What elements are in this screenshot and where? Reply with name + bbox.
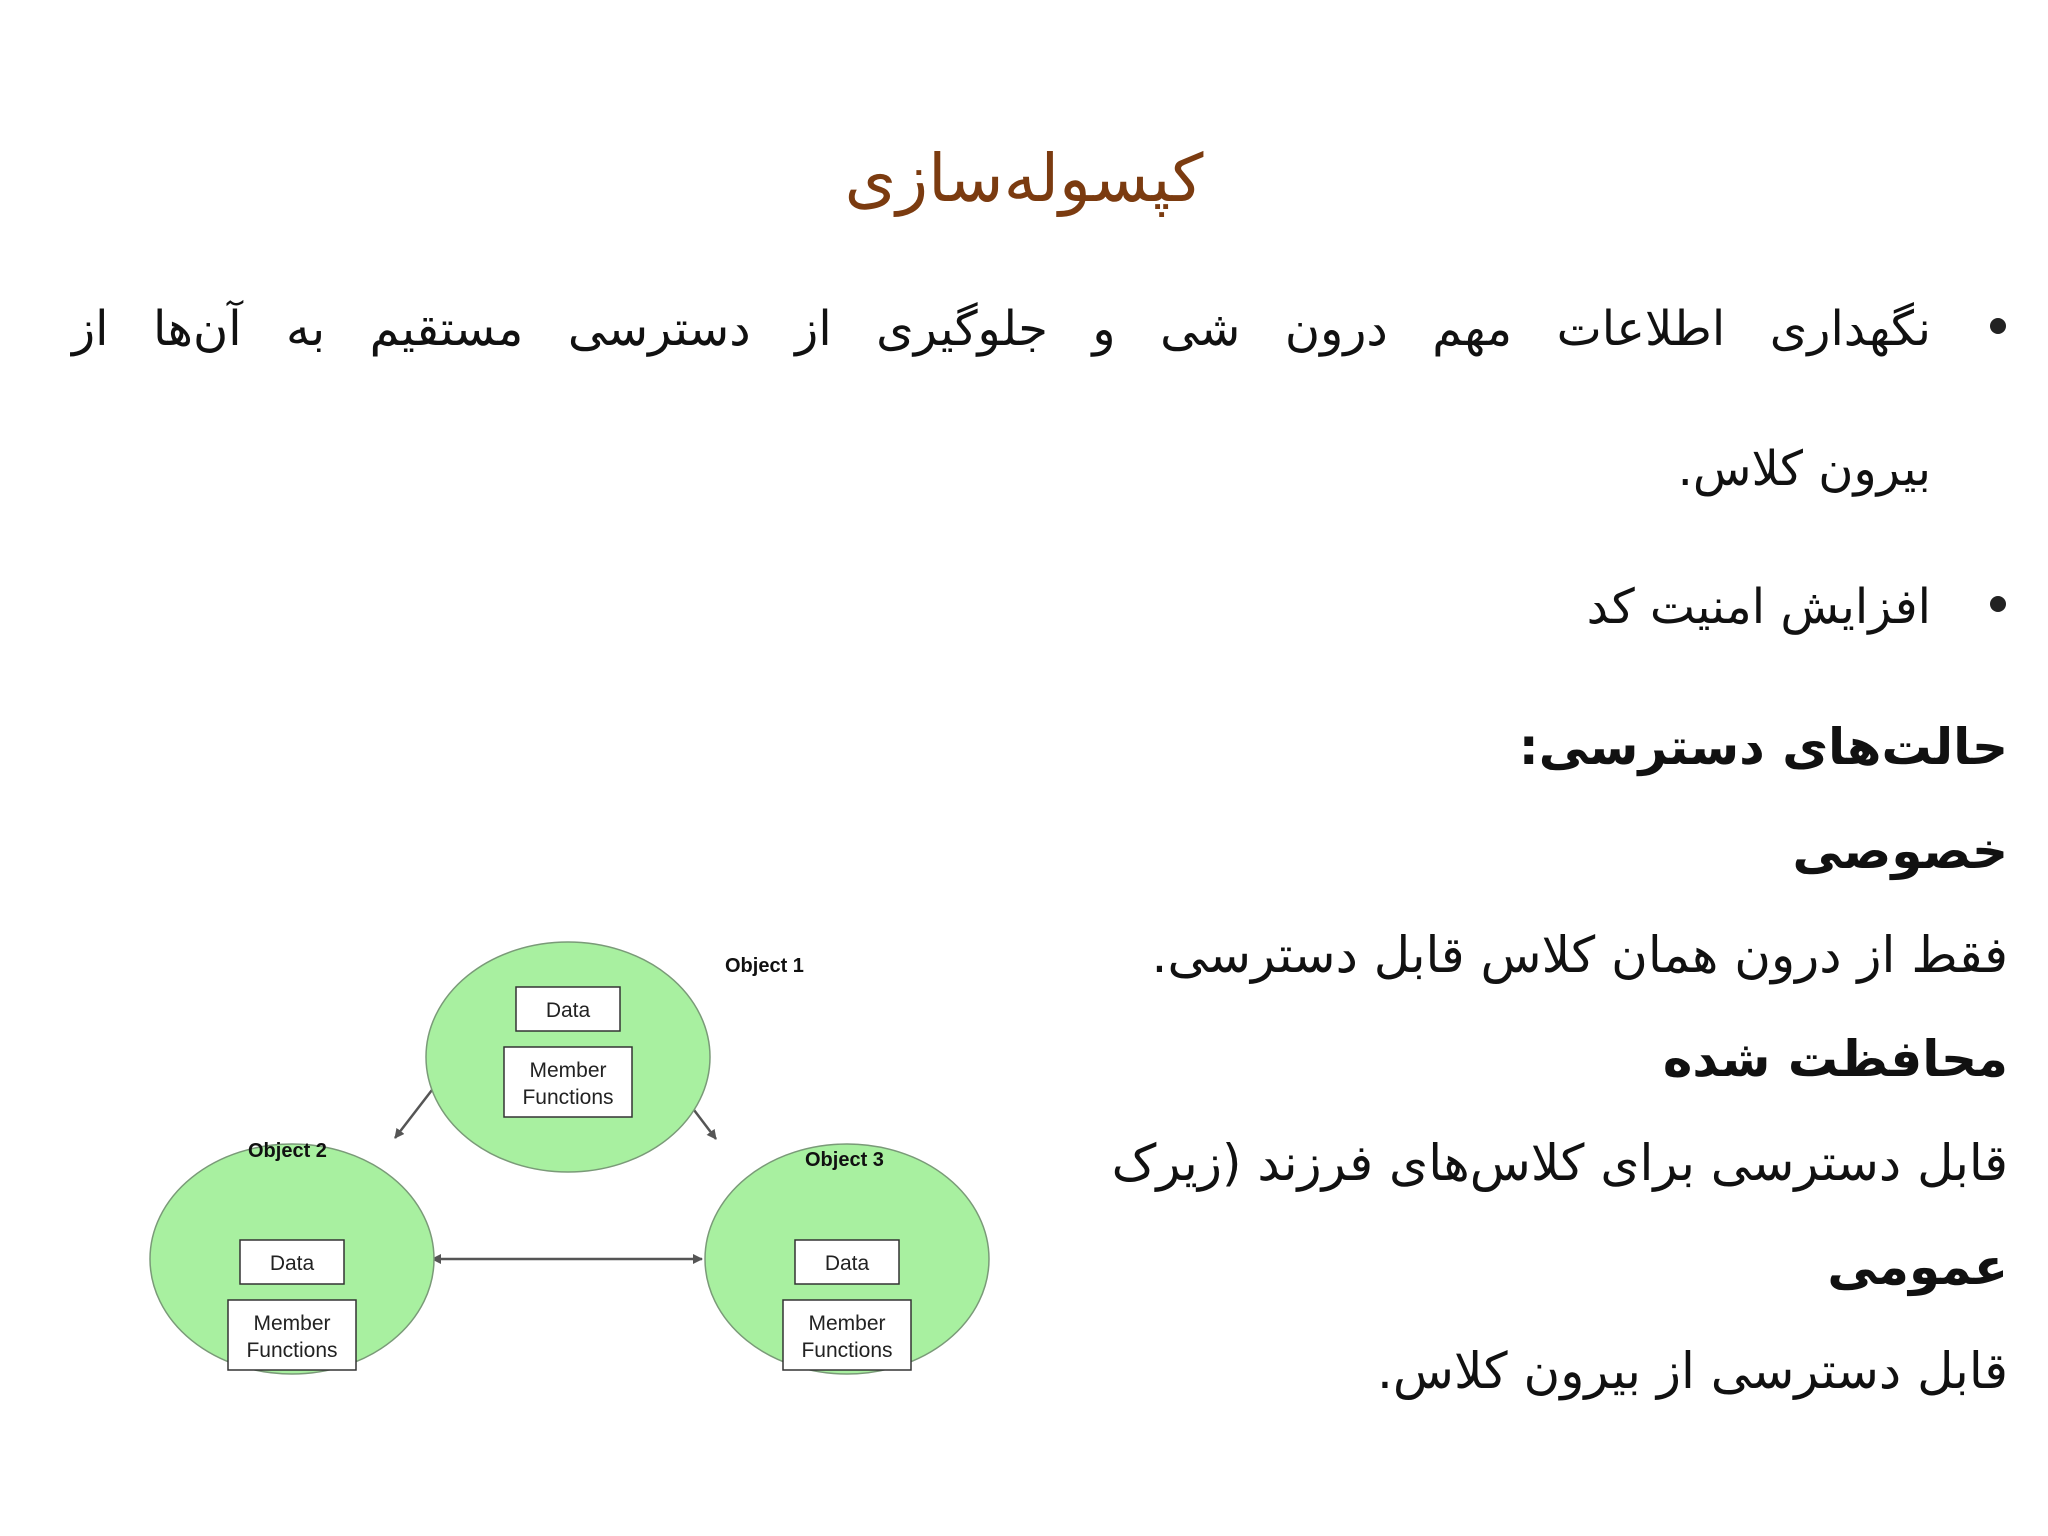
access-public-desc: قابل دسترسی از بیرون کلاس. [1377,1342,2008,1400]
object-label: Object 1 [725,955,804,977]
access-protected-desc: قابل دسترسی برای کلاس‌های فرزند (زیرک [1111,1134,2008,1192]
access-private-desc: فقط از درون همان کلاس قابل دسترسی. [1151,926,2008,984]
data-label: Data [269,1252,315,1275]
member-label-line1: Member [808,1312,886,1335]
bullet-1-line-2: بیرون کلاس. [1677,441,1931,497]
bullet-1-line-1: نگهداری اطلاعات مهم درون شی و جلوگیری از دسترسی مستقیم به آن‌ها از [72,301,1931,357]
access-modes-heading: حالت‌های دسترسی: [1518,718,2008,776]
access-protected-title: محافظت شده [1662,1030,2008,1088]
bullet-list [0,0,2048,700]
objects-diagram [140,925,1010,1435]
member-label-line2: Functions [801,1339,893,1362]
object-1-node [426,942,804,1172]
member-label-line2: Functions [522,1086,614,1109]
access-private-title: خصوصی [1792,822,2008,880]
object-label: Object 2 [248,1140,327,1162]
object-3-node [705,1144,989,1374]
member-label-line2: Functions [246,1339,338,1362]
access-public-title: عمومی [1827,1238,2008,1296]
data-label: Data [545,999,591,1022]
data-label: Data [824,1252,870,1275]
bullet-dot-icon [1990,318,2006,334]
bullet-2-line-1: افزایش امنیت کد [1586,579,1931,635]
slide-title: کپسوله‌سازی [844,140,1204,217]
bullet-dot-icon [1990,596,2006,612]
object-2-node [150,1140,434,1374]
member-label-line1: Member [529,1059,607,1082]
member-label-line1: Member [253,1312,331,1335]
object-label: Object 3 [805,1149,884,1171]
